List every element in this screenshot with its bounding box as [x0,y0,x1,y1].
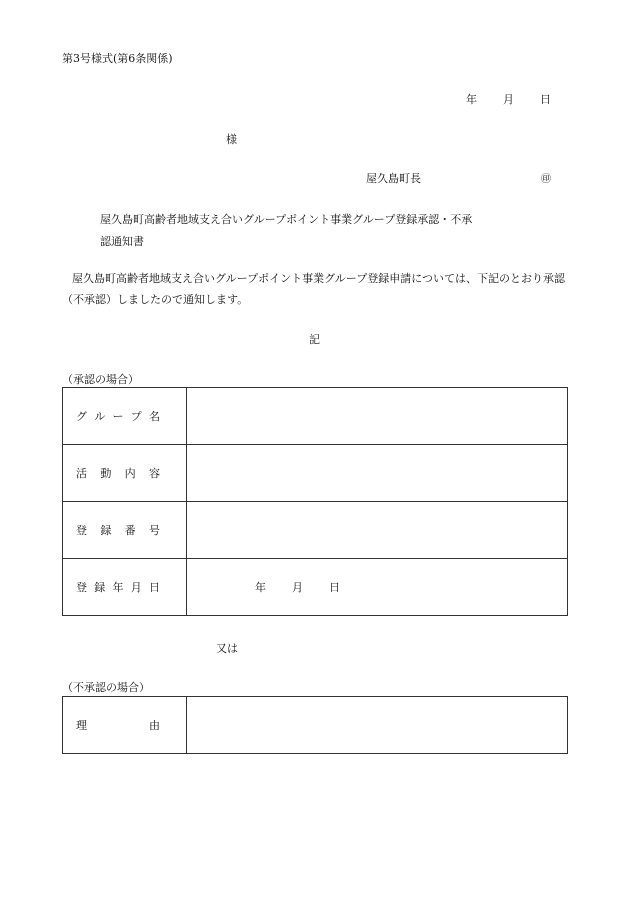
registration-number-field[interactable] [187,502,568,559]
issuer-name: 屋久島町長 [366,172,421,185]
rejection-table [62,696,568,754]
table-row [63,697,568,754]
activity-content-label: 活 動 内 容 [63,445,187,502]
registration-number-label: 登 録 番 号 [63,502,187,559]
table-row [63,502,568,559]
reg-date-year-label: 年 [255,581,266,594]
reg-date-month-label: 月 [292,581,303,594]
registration-date-label: 登 録 年 月 日 [63,559,187,616]
date-line [466,91,551,107]
rejection-section-label: （不承認の場合） [62,681,150,694]
approval-table [62,387,568,616]
recipient-suffix: 様 [226,133,237,146]
group-name-label: グ ル ー プ 名 [63,388,187,445]
date-day-label: 日 [540,93,551,106]
body-text: 屋久島町高齢者地域支え合いグループポイント事業グループ登録申請については、下記のとおり承認（不承認）しましたので通知します。 [62,272,566,306]
form-number: 第3号様式(第6条関係) [62,52,173,65]
document-title-line-2: 認通知書 [100,235,144,248]
table-row [63,388,568,445]
ki-heading: 記 [309,333,320,346]
seal-mark: ㊞ [541,174,551,185]
date-month-label: 月 [503,93,514,106]
reason-label: 理 由 [63,697,187,754]
group-name-field[interactable] [187,388,568,445]
registration-date-field[interactable] [187,559,568,616]
table-row [63,559,568,616]
document-title-line-1: 屋久島町高齢者地域支え合いグループポイント事業グループ登録承認・不承 [100,213,473,226]
reg-date-day-label: 日 [329,581,340,594]
table-row [63,445,568,502]
approval-section-label: （承認の場合） [62,373,139,386]
date-year-label: 年 [466,93,477,106]
document-title [100,209,550,253]
or-text: 又は [216,642,238,655]
reason-field[interactable] [187,697,568,754]
activity-content-field[interactable] [187,445,568,502]
